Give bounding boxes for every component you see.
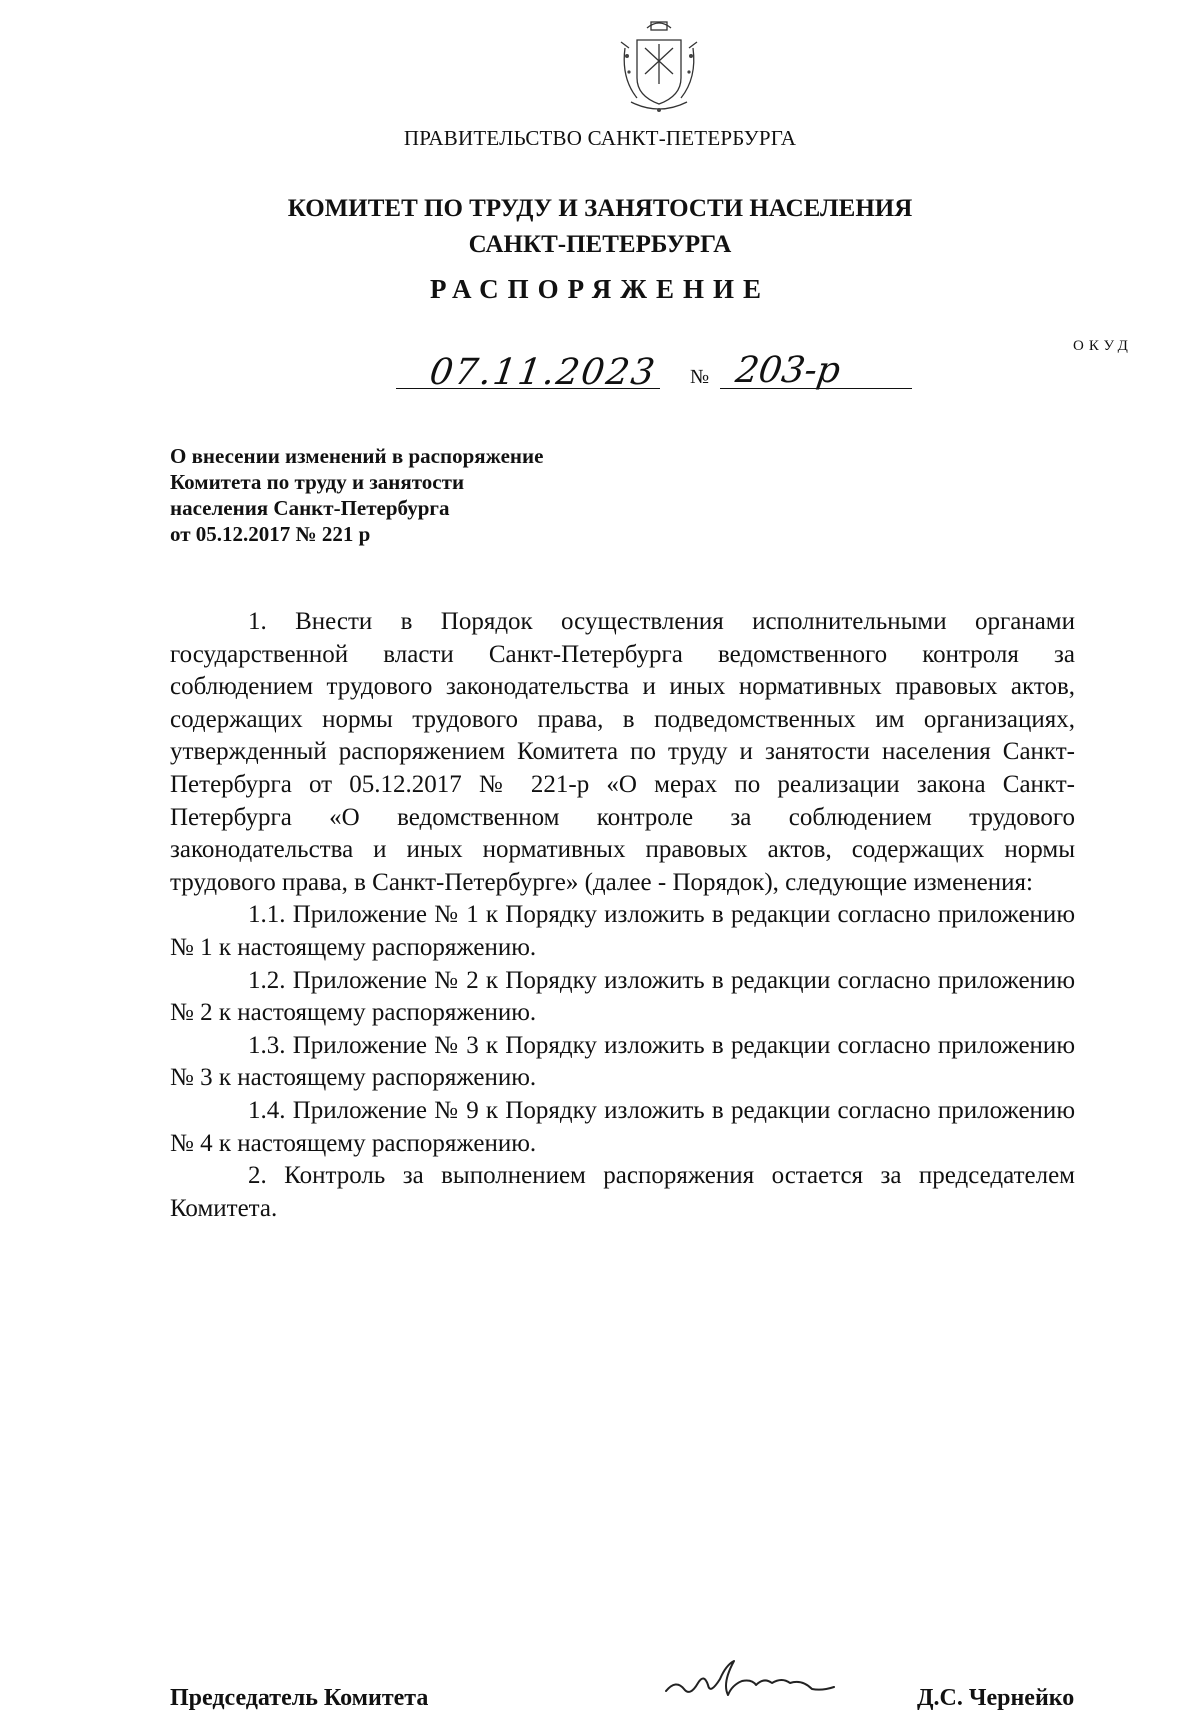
paragraph-2: 2. Контроль за выполнением распоряжения остается за председателем Комитета. (170, 1162, 1075, 1222)
paragraph-1-4: 1.4. Приложение № 9 к Порядку изложить в редакции согласно приложению № 4 к настоящему распоряжению. (170, 1096, 1075, 1157)
signer-title: Председатель Комитета (170, 1685, 429, 1711)
committee-title-line1: КОМИТЕТ ПО ТРУДУ И ЗАНЯТОСТИ НАСЕЛЕНИЯ (287, 195, 913, 222)
subject-line3: населения Санкт-Петербурга (170, 496, 450, 520)
number-sign: № (690, 366, 710, 388)
paragraph-1-2: 1.2. Приложение № 2 к Порядку изложить в редакции согласно приложению № 2 к настоящему распоряжению. (170, 966, 1075, 1027)
subject-line1: О внесении изменений в распоряжение (170, 444, 544, 468)
government-title: ПРАВИТЕЛЬСТВО САНКТ-ПЕТЕРБУРГА (403, 126, 797, 150)
paragraph-1: 1. Внести в Порядок осуществления исполнительными органами государственной власти Санкт-Петербурга ведомственного контроля за соблюдением трудового законодательства и иных нормативных правовых актов, содержащих нормы трудового права, в подведомственных им организациях, утвержденный распоряжением Комитета по труду и занятости населения Санкт-Петербурга от 05.12.2017 № 221-р «О мерах по реализации закона Санкт-Петербурга «О ведомственном контроле за соблюдением трудового законодательства и иных нормативных правовых актов, содержащих нормы трудового права, в Санкт-Петербурге» (далее - Порядок), следующие изменения: (170, 608, 1075, 896)
document-body (170, 606, 1075, 1225)
signer-name: Д.С. Чернейко (917, 1685, 1075, 1711)
order-number: 203-р (733, 350, 843, 391)
subject-line2: Комитета по труду и занятости (170, 470, 465, 494)
document-type: РАСПОРЯЖЕНИЕ (429, 274, 771, 304)
committee-title (0, 191, 1200, 263)
date-underline (396, 388, 660, 389)
document-subject (170, 443, 543, 547)
order-date: 07.11.2023 (427, 352, 660, 393)
paragraph-1-3: 1.3. Приложение № 3 к Порядку изложить в редакции согласно приложению № 3 к настоящему распоряжению. (170, 1031, 1075, 1092)
paragraph-1-1: 1.1. Приложение № 1 к Порядку изложить в редакции согласно приложению № 1 к настоящему распоряжению. (170, 901, 1075, 961)
subject-line4: от 05.12.2017 № 221 р (170, 522, 371, 546)
number-underline (720, 388, 912, 389)
coat-of-arms-icon (617, 18, 701, 118)
committee-title-line2: САНКТ-ПЕТЕРБУРГА (468, 231, 732, 258)
okud-label: ОКУД (1073, 338, 1133, 354)
handwritten-signature-icon (660, 1645, 870, 1715)
